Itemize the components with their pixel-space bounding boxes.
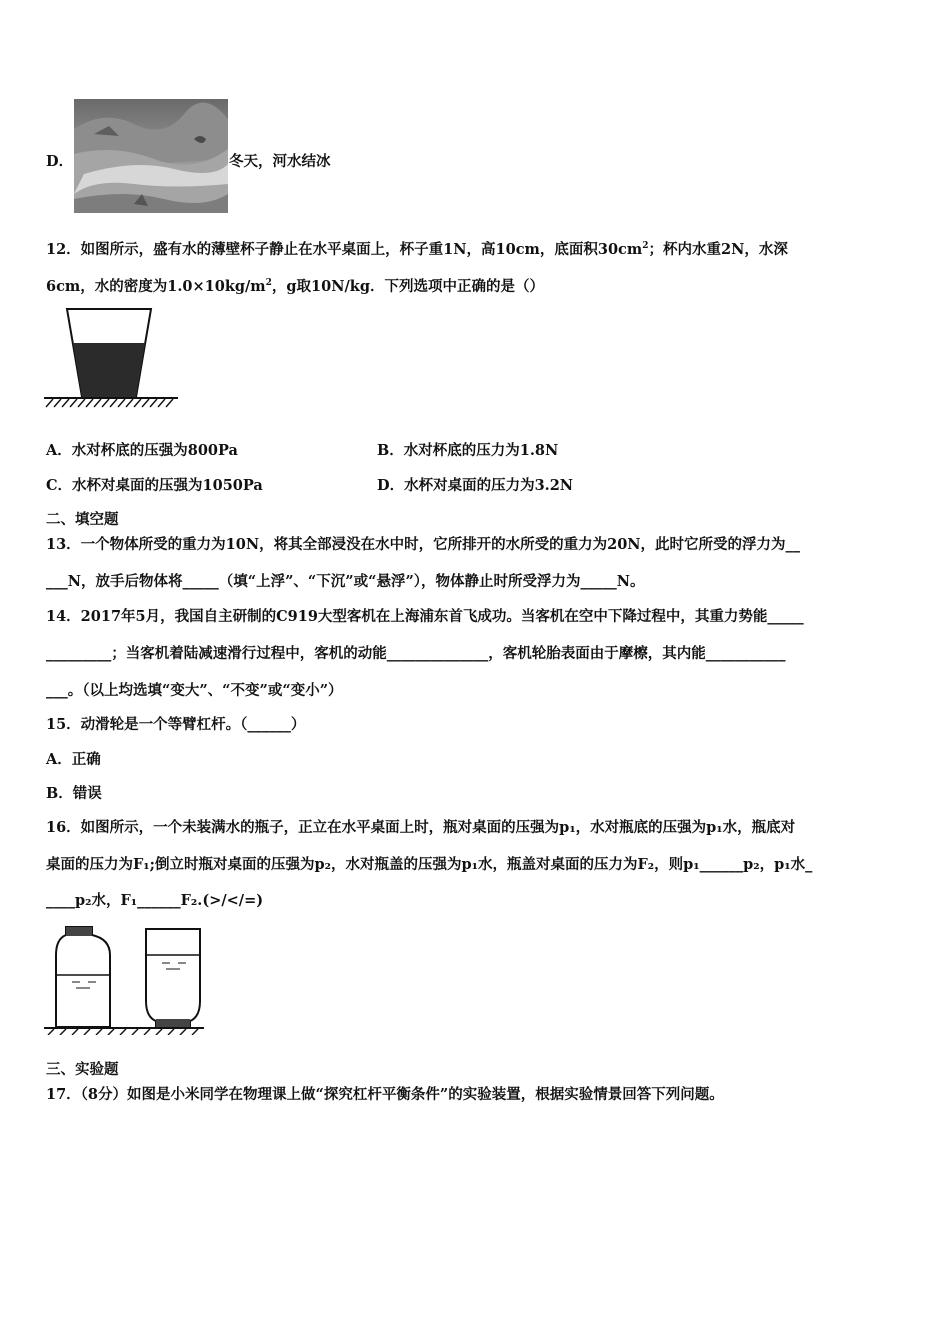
- q16-line3: ____p₂水，F₁______F₂.(>/</=): [46, 892, 264, 909]
- q12-stem-line2: 6cm，水的密度为$1.0\times 10kg/m^2$，g取10N/kg．下列选项中正确的是（）: [46, 277, 544, 295]
- q17-stem: 17．（8分）如图是小米同学在物理课上做“探究杠杆平衡条件”的实验装置，根据实验情景回答下列问题。: [46, 1086, 724, 1103]
- frozen-river-photo: [74, 99, 228, 213]
- q12-option-a: A．水对杯底的压强为800Pa: [46, 442, 238, 459]
- q16-line1: 16．如图所示，一个未装满水的瓶子，正立在水平桌面上时，瓶对桌面的压强为p₁，水对瓶底的压强为p₁水，瓶底对: [46, 819, 796, 836]
- q16-line2: 桌面的压力为F₁;倒立时瓶对桌面的压强为p₂，水对瓶盖的压强为p₁水，瓶盖对桌面的压力为F₂，则p₁______p₂，p₁水_: [46, 856, 813, 873]
- cup-on-table-figure: [44, 305, 180, 411]
- q15-option-a: A．正确: [46, 751, 101, 768]
- q13-line1: 13．一个物体所受的重力为10N，将其全部浸没在水中时，它所排开的水所受的重力为20N，此时它所受的浮力为__: [46, 536, 801, 553]
- q12-option-c: C．水杯对桌面的压强为1050Pa: [46, 477, 263, 494]
- section-experiment-heading: 三、实验题: [46, 1061, 119, 1078]
- q15-stem: 15．动滑轮是一个等臂杠杆。（______）: [46, 716, 306, 733]
- q12-stem-line1: 12．如图所示，盛有水的薄壁杯子静止在水平桌面上，杯子重1N，高10cm，底面积$30cm^2$；杯内水重2N，水深: [46, 240, 788, 258]
- q12-option-d: D．水杯对桌面的压力为3.2N: [377, 477, 574, 494]
- option-d-label: D．: [46, 153, 74, 170]
- q15-option-b: B．错误: [46, 785, 102, 802]
- q14-line2: _________；当客机着陆减速滑行过程中，客机的动能______________，客机轮胎表面由于摩檫，其内能___________: [46, 645, 786, 662]
- q14-line1: 14．2017年5月，我国自主研制的C919大型客机在上海浦东首飞成功。当客机在空中下降过程中，其重力势能_____: [46, 608, 804, 625]
- q14-line3: ___。（以上均选填“变大”、“不变”或“变小”）: [46, 682, 343, 699]
- section-fill-in-heading: 二、填空题: [46, 511, 119, 528]
- bottle-upright-and-inverted-figure: [44, 925, 206, 1035]
- q13-line2: ___N，放手后物体将_____（填“上浮”、“下沉”或“悬浮”），物体静止时所受浮力为_____N。: [46, 573, 645, 590]
- option-d-caption: 冬天，河水结冰: [229, 153, 331, 170]
- q12-option-b: B．水对杯底的压力为1.8N: [377, 442, 559, 459]
